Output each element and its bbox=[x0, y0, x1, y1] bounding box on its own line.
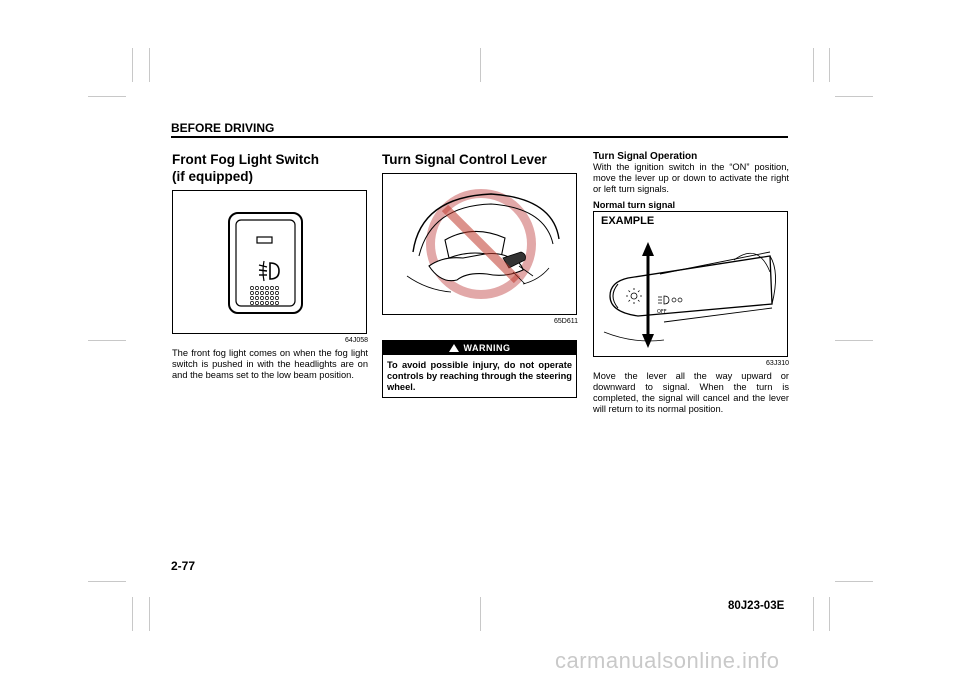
crop-mark bbox=[132, 597, 133, 631]
crop-mark bbox=[480, 48, 481, 82]
crop-mark bbox=[149, 48, 150, 82]
page-number: 2-77 bbox=[171, 559, 196, 573]
crop-mark bbox=[88, 581, 126, 582]
column-fog-light bbox=[172, 151, 368, 380]
turn-signal-intro: With the ignition switch in the “ON” position, move the lever up or down to activate the right or left turn signals. bbox=[593, 162, 789, 194]
column-turn-signal-lever bbox=[382, 151, 578, 398]
crop-mark bbox=[835, 581, 873, 582]
example-label: EXAMPLE bbox=[601, 215, 655, 228]
fog-light-title-line2: (if equipped) bbox=[172, 169, 253, 184]
warning-header bbox=[383, 341, 576, 355]
header-rule bbox=[171, 136, 788, 138]
crop-mark bbox=[835, 340, 873, 341]
section-header: BEFORE DRIVING bbox=[171, 121, 275, 135]
turn-signal-description: Move the lever all the way upward or downward to signal. When the turn is completed, the signal will cancel and the lever will return to its normal position. bbox=[593, 371, 789, 414]
lever-figure bbox=[593, 211, 788, 357]
fog-light-title-line1: Front Fog Light Switch bbox=[172, 152, 319, 167]
warning-triangle-icon bbox=[449, 344, 459, 352]
fog-light-description: The front fog light comes on when the fog light switch is pushed in with the headlights are on and the beams set to the low beam position. bbox=[172, 348, 368, 380]
column-turn-signal-operation bbox=[593, 151, 789, 415]
crop-mark bbox=[88, 96, 126, 97]
fog-light-switch-illustration bbox=[173, 191, 366, 333]
steering-wheel-illustration bbox=[383, 174, 576, 314]
figure-code: 65D611 bbox=[553, 318, 578, 325]
normal-turn-signal-label: Normal turn signal bbox=[593, 200, 676, 211]
turn-signal-title: Turn Signal Control Lever bbox=[382, 152, 547, 167]
warning-text: To avoid possible injury, do not operate controls by reaching through the steering wheel. bbox=[387, 360, 572, 392]
steering-wheel-figure bbox=[382, 173, 577, 315]
figure-code: 63J310 bbox=[766, 360, 789, 368]
document-code: 80J23-03E bbox=[728, 600, 785, 612]
turn-signal-operation-title: Turn Signal Operation bbox=[593, 151, 698, 162]
crop-mark bbox=[132, 48, 133, 82]
warning-label: WARNING bbox=[463, 343, 511, 353]
crop-mark bbox=[480, 597, 481, 631]
lever-off-mark: OFF bbox=[657, 309, 667, 316]
watermark: carmanualsonline.info bbox=[555, 648, 780, 673]
turn-signal-lever-illustration bbox=[594, 212, 787, 356]
figure-code: 64J058 bbox=[345, 337, 368, 344]
crop-mark bbox=[88, 340, 126, 341]
crop-mark bbox=[813, 48, 814, 82]
crop-mark bbox=[829, 597, 830, 631]
crop-mark bbox=[149, 597, 150, 631]
warning-box bbox=[382, 340, 577, 398]
fog-switch-figure bbox=[172, 190, 367, 334]
crop-mark bbox=[835, 96, 873, 97]
crop-mark bbox=[829, 48, 830, 82]
crop-mark bbox=[813, 597, 814, 631]
